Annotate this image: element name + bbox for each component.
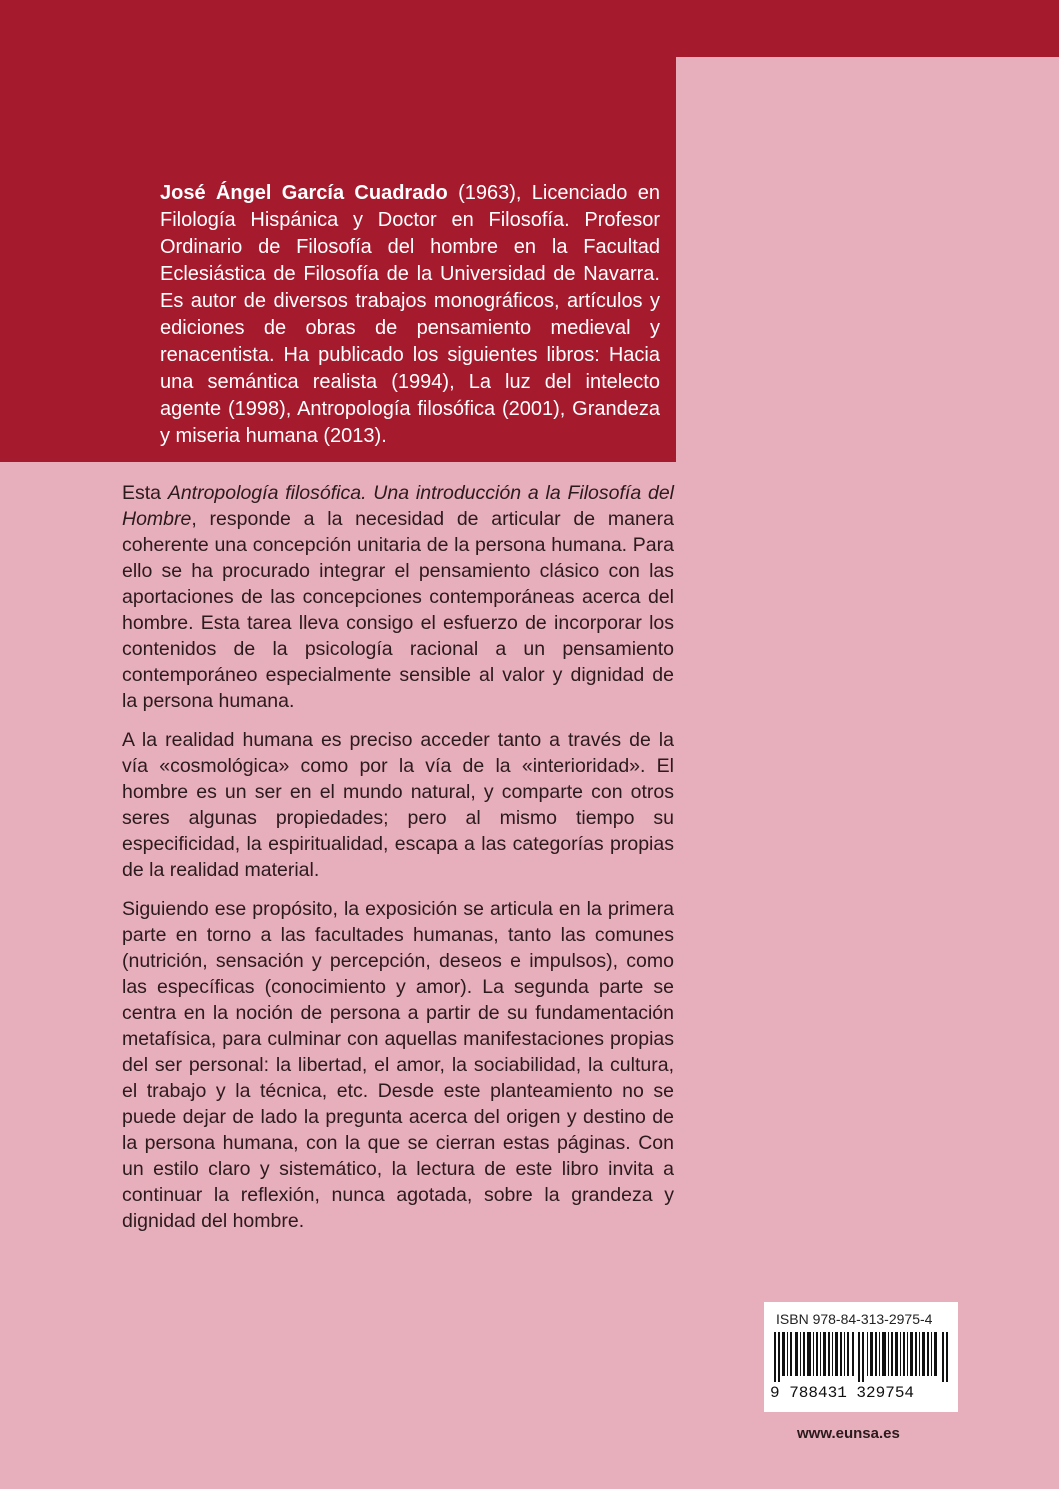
- author-panel: [0, 0, 676, 462]
- isbn-label: ISBN 978-84-313-2975-4: [776, 1311, 933, 1327]
- barcode-icon: [770, 1332, 952, 1382]
- description-paragraph-1: [122, 480, 674, 714]
- author-name: José Ángel García Cuadrado: [160, 182, 448, 204]
- barcode-box: [764, 1302, 958, 1412]
- description-paragraph-3: Siguiendo ese propósito, la exposición se articula en la primera parte en torno a las facultades humanas, tanto las comunes (nutrición, sensación y percepción, deseos e impulsos), como las específicas (conocimiento y amor). La segunda parte se centra en la noción de persona a partir de su fundamentación metafísica, para culminar con aquellas manifestaciones propias del ser personal: la libertad, el amor, la sociabilidad, la cultura, el trabajo y la técnica, etc. Desde este planteamiento no se puede dejar de lado la pregunta acerca del origen y destino de la persona humana, con la que se cierran estas páginas. Con un estilo claro y sistemático, la lectura de este libro invita a continuar la reflexión, nunca agotada, sobre la grandeza y dignidad del hombre.: [122, 898, 674, 1232]
- publisher-website: www.eunsa.es: [797, 1425, 900, 1442]
- author-bio: [160, 180, 660, 450]
- barcode-digits: 9 788431 329754: [770, 1384, 915, 1402]
- book-description: [122, 480, 674, 1247]
- book-title-italic: Antropología filosófica. Una introducción a la Filosofía del Hombre: [122, 482, 674, 530]
- description-p1-rest: , responde a la necesidad de articular de manera coherente una concepción unitaria de la persona humana. Para ello se ha procurado integrar el pensamiento clásico con las aportaciones de las concepciones contemporáneas acerca del hombre. Esta tarea lleva consigo el esfuerzo de incorporar los contenidos de la psicología racional a un pensamiento contemporáneo especialmente sensible al valor y dignidad de la persona humana.: [122, 508, 674, 712]
- author-bio-text: (1963), Licenciado en Filología Hispánica y Doctor en Filosofía. Profesor Ordinario de Filosofía del hombre en la Facultad Eclesiástica de Filosofía de la Universidad de Navarra. Es autor de diversos trabajos monográficos, artículos y ediciones de obras de pensamiento medieval y renacentista. Ha publicado los siguientes libros: Hacia una semántica realista (1994), La luz del intelecto agente (1998), Antropología filosófica (2001), Grandeza y miseria humana (2013).: [160, 182, 660, 447]
- description-paragraph-2: A la realidad humana es preciso acceder tanto a través de la vía «cosmológica» como por la vía de la «interioridad». El hombre es un ser en el mundo natural, y comparte con otros seres algunas propiedades; pero al mismo tiempo su especificidad, la espiritualidad, escapa a las categorías propias de la realidad material.: [122, 729, 674, 881]
- description-p1-lead: Esta: [122, 482, 168, 504]
